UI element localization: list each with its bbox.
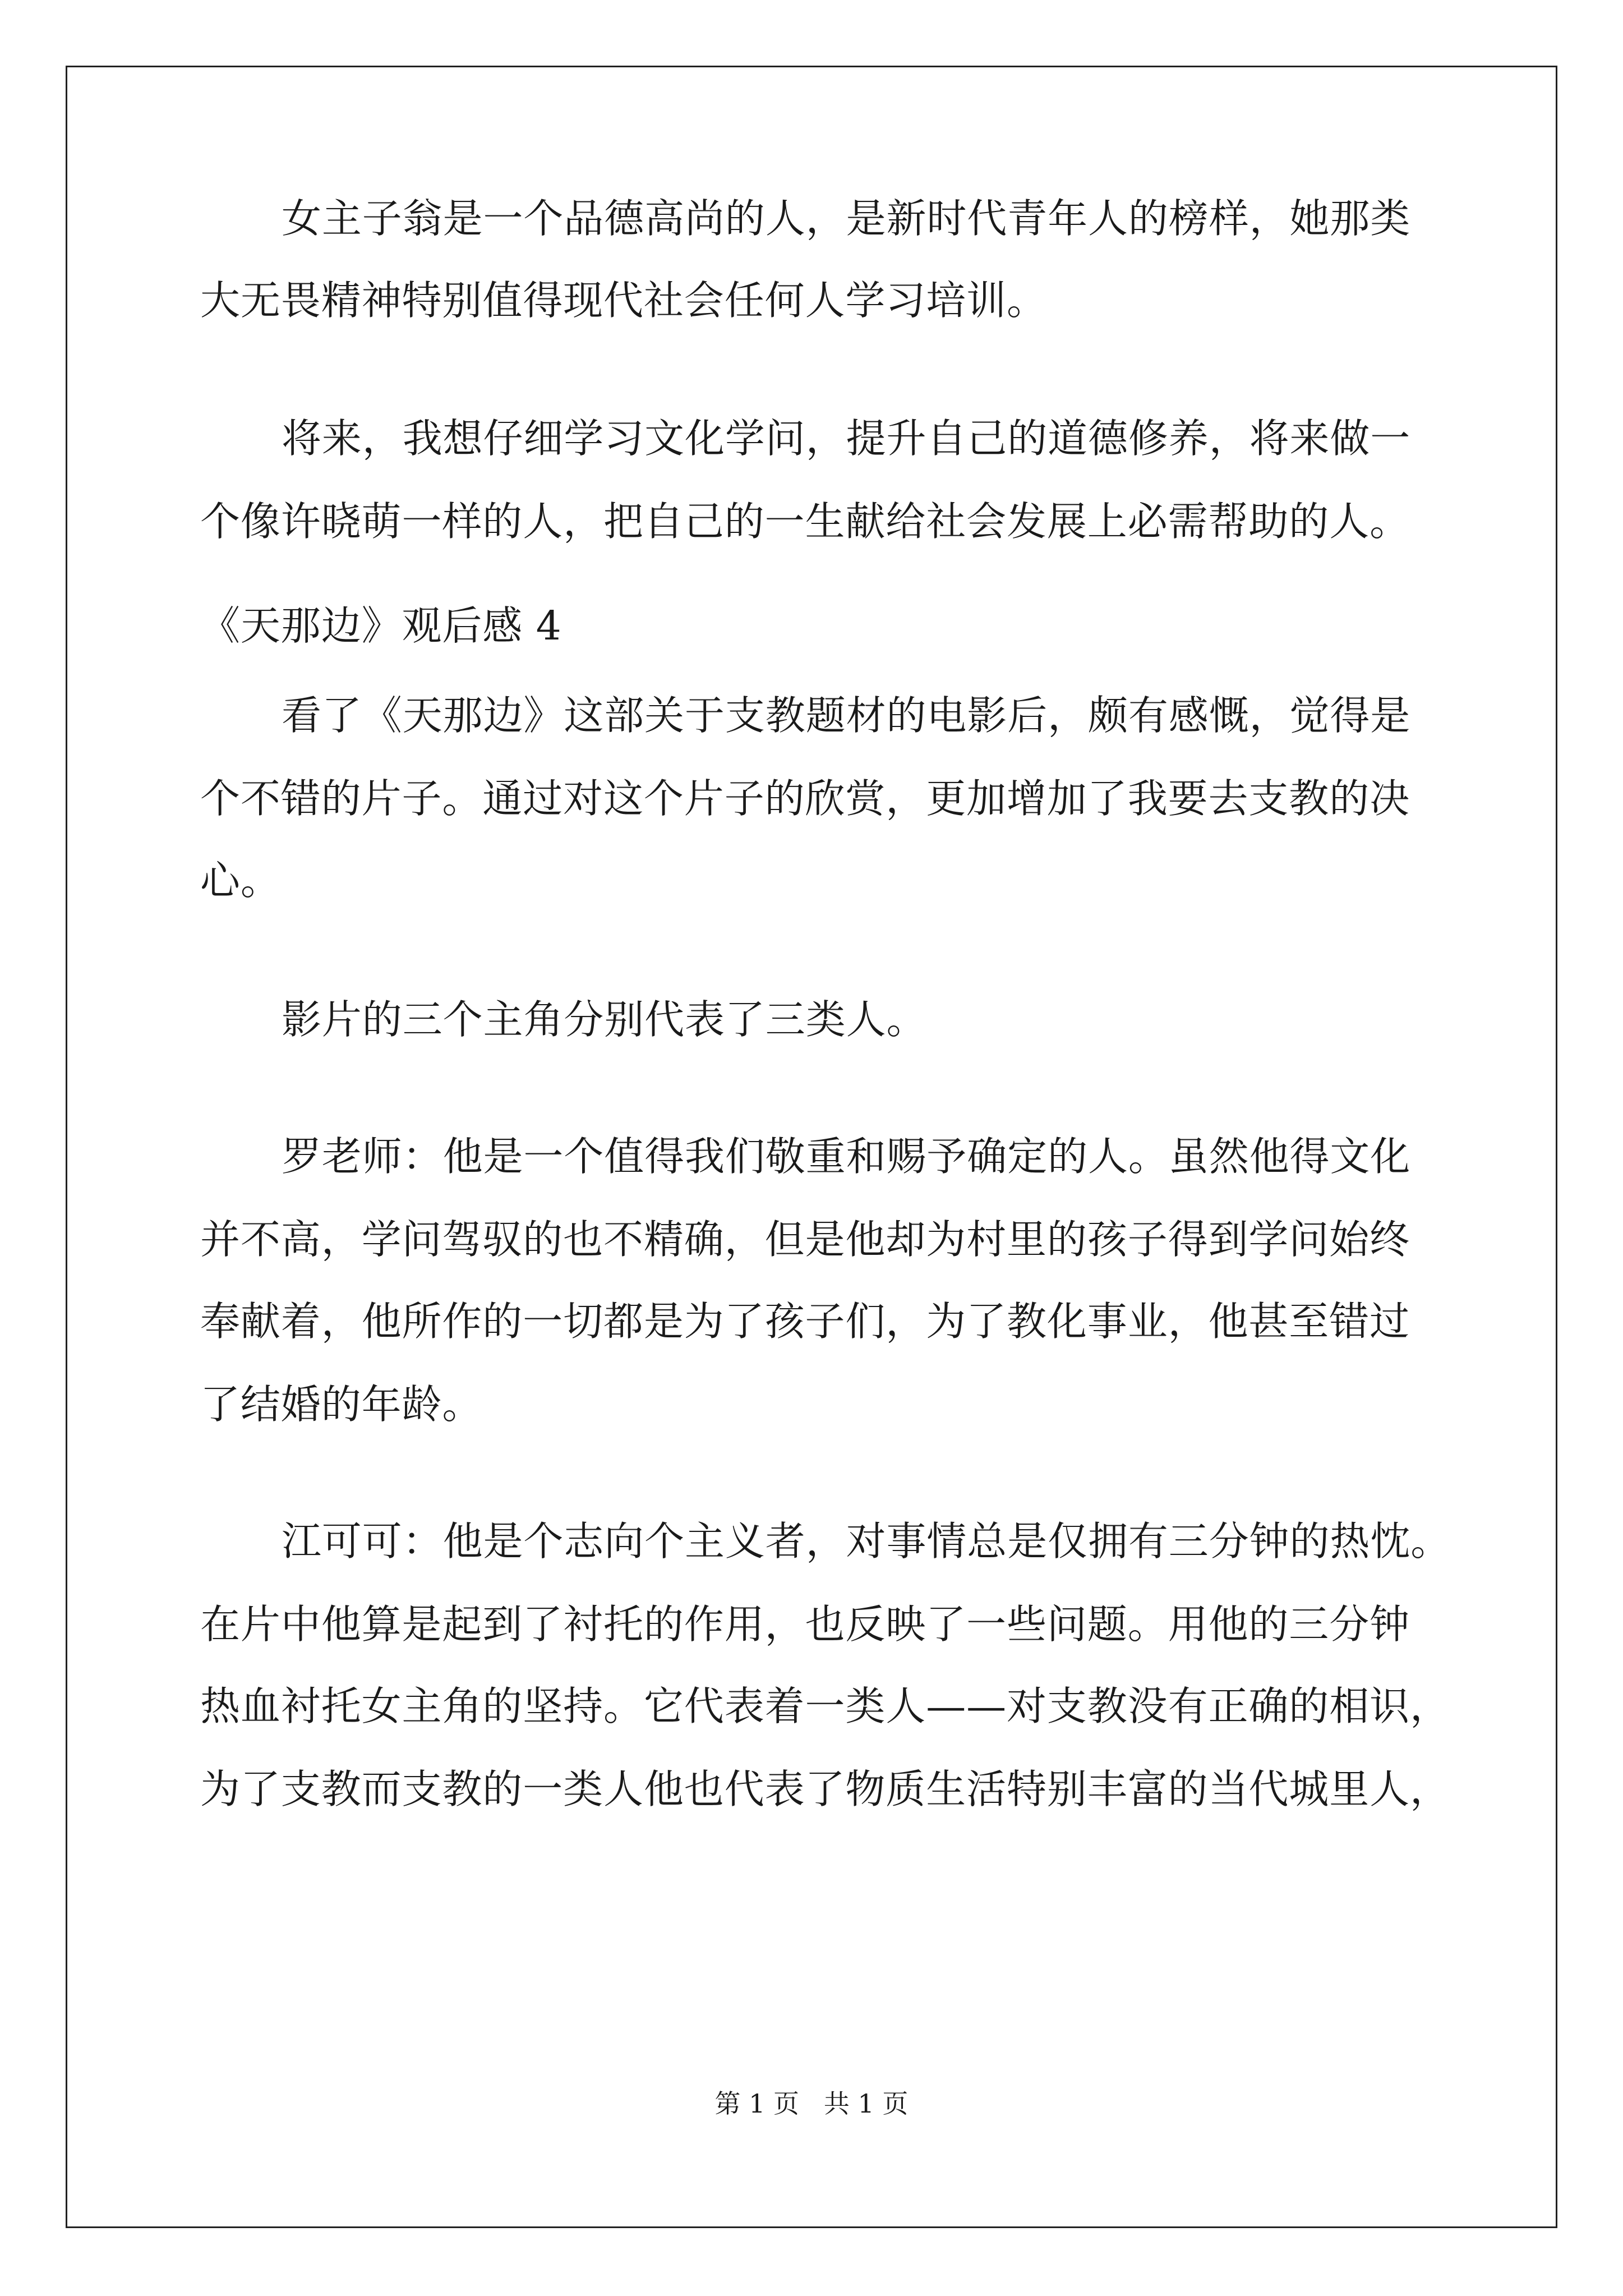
paragraph-5-line-3: 奉献着，他所作的一切都是为了孩子们，为了教化事业，他甚至错过 — [200, 1298, 1410, 1345]
paragraph-3-line-2: 个不错的片子。通过对这个片子的欣赏，更加增加了我要去支教的决 — [200, 775, 1410, 822]
paragraph-5-line-2: 并不高，学问驾驭的也不精确，但是他却为村里的孩子得到学问始终 — [200, 1216, 1410, 1263]
paragraph-6-line-3: 热血衬托女主角的坚持。它代表着一类人——对支教没有正确的相识， — [200, 1683, 1450, 1729]
paragraph-5-line-4: 了结婚的年龄。 — [200, 1381, 483, 1428]
page-number-footer: 第 1 页 共 1 页 — [714, 2088, 909, 2119]
paragraph-6-line-1: 江可可：他是个志向个主义者，对事情总是仅拥有三分钟的热忱。 — [282, 1518, 1451, 1565]
section-heading: 《天那边》观后感 4 — [200, 602, 562, 649]
paragraph-3-line-3: 心。 — [200, 857, 281, 904]
paragraph-1-line-1: 女主子翁是一个品德高尚的人，是新时代青年人的榜样，她那类 — [282, 195, 1411, 242]
paragraph-6-line-2: 在片中他算是起到了衬托的作用，也反映了一些问题。用他的三分钟 — [200, 1601, 1410, 1648]
paragraph-6-line-4: 为了支教而支教的一类人他也代表了物质生活特别丰富的当代城里人， — [200, 1766, 1450, 1812]
paragraph-5-line-1: 罗老师：他是一个值得我们敬重和赐予确定的人。虽然他得文化 — [282, 1133, 1411, 1180]
paragraph-2-line-2: 个像许晓萌一样的人，把自己的一生献给社会发展上必需帮助的人。 — [200, 498, 1410, 545]
paragraph-1-line-2: 大无畏精神特别值得现代社会任何人学习培训。 — [200, 277, 1047, 324]
paragraph-3-line-1: 看了《天那边》这部关于支教题材的电影后，颇有感慨，觉得是 — [282, 692, 1411, 739]
paragraph-2-line-1: 将来，我想仔细学习文化学问，提升自己的道德修养，将来做一 — [282, 415, 1411, 462]
paragraph-4-line-1: 影片的三个主角分别代表了三类人。 — [282, 996, 927, 1043]
